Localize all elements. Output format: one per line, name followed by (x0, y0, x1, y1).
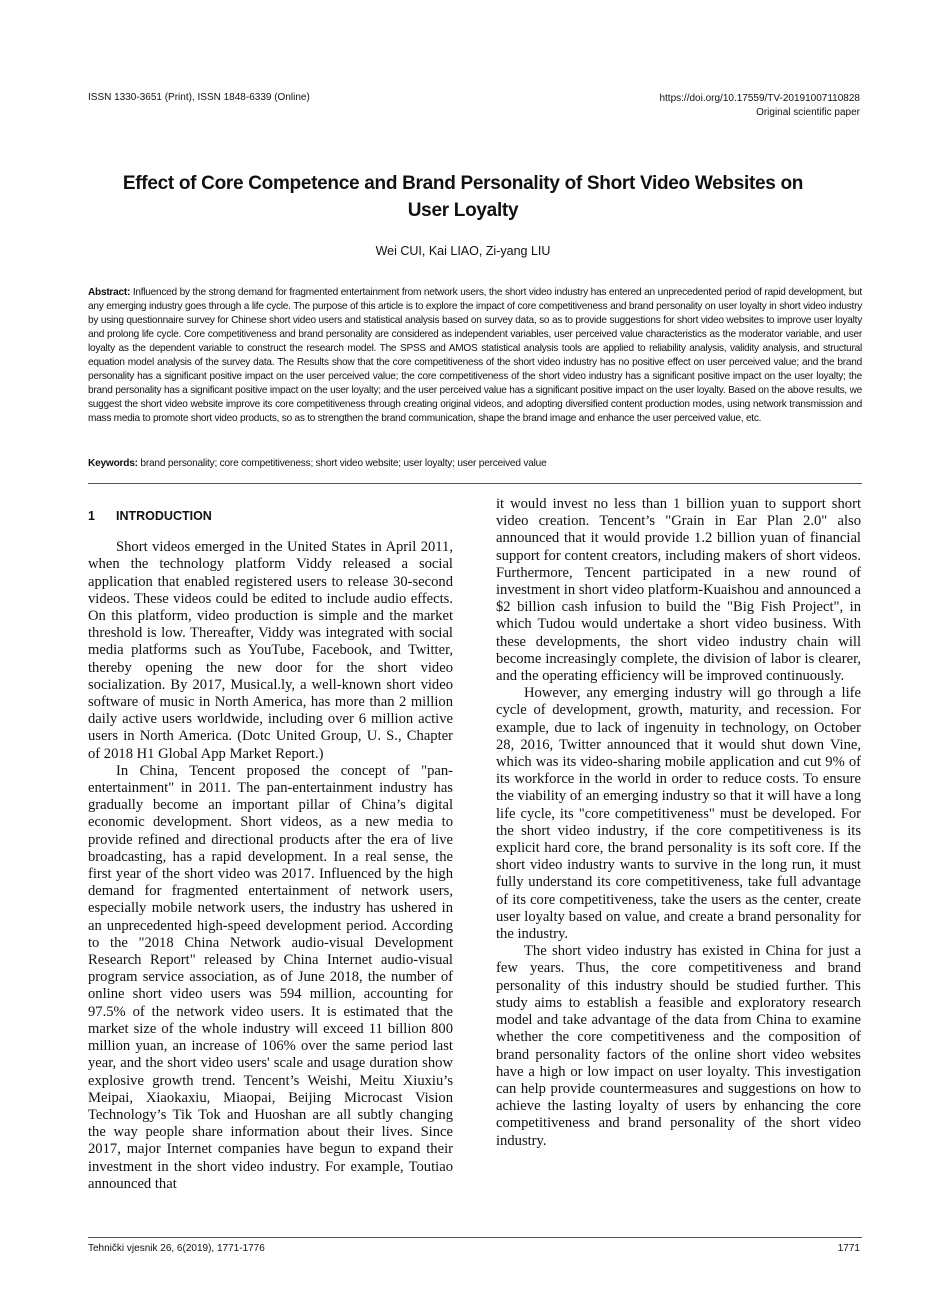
issn: ISSN 1330-3651 (Print), ISSN 1848-6339 (Online) (88, 92, 310, 103)
paragraph: Short videos emerged in the United States in April 2011, when the technology platform Viddy released a social application that enabled registered users to release 30-second videos. These videos could be edited to include audio effects. On this platform, video production is simple and the market threshold is low. Thereafter, Viddy was integrated with social media platforms such as YouTube, Facebook, and Twitter, thereby opening the new door for the short video socialization. By 2017, Musical.ly, a well-known short video software of music in North America, has more than 2 million daily active users worldwide, including over 6 million active users in North America. (Dotc United Group, U. S., Chapter of 2018 H1 Global App Market Report.) (88, 539, 453, 762)
divider (88, 483, 862, 484)
abstract-text: Influenced by the strong demand for fragmented entertainment from network users, the short video industry has entered an unprecedented period of rapid development, but any emerging industry goes through a life cycle. The purpose of this article is to explore the impact of core competitiveness and brand personality on user loyalty in short video industry by using questionnaire survey for Chinese short video users and statistical analysis based on survey data, so as to provide suggestions for short video websites to improve user loyalty and prolong life cycle. Core competitiveness and brand personality are considered as independent variables, user perceived value characteristics as the moderator variable, and user loyalty as the dependent variable to construct the research model. The SPSS and AMOS statistical analysis tools are applied to reliability analysis, validity analysis, and structural equation model analysis of the survey data. The Results show that the core competitiveness of the short video industry has no positive effect on user perceived value; and the brand personality has a significant positive impact on the user perceived value; the core competitiveness of the short video industry has a significant positive impact on the user loyalty; the brand personality has a significant positive impact on the user loyalty; and the user perceived value has a significant positive impact on the user loyalty. Based on the above results, we suggest the short video website improve its core competitiveness through creating original videos, and adopting diversified content production modes, using network transmission and mass media to promote short video products, so as to strengthen the brand communication, shape the brand image and enhance the user perceived value, etc. (88, 287, 862, 424)
abstract-label: Abstract: (88, 287, 131, 298)
footer-divider (88, 1237, 862, 1238)
section-number: 1 (88, 509, 95, 523)
section-heading (88, 508, 453, 525)
keywords (88, 458, 547, 469)
paragraph: The short video industry has existed in China for just a few years. Thus, the core competitiveness and brand personality of this industry should be studied further. This study aims to establish a feasible and exploratory research model and take advantage of the data from China to examine whether the core competitiveness and the composition of brand personality factors of the online short video websites have a high or low impact on user loyalty. This investigation can help provide countermeasures and suggestions on how to achieve the lasting loyalty of users by enhancing the core competitiveness and brand personality of the short video industry. (496, 943, 861, 1149)
keywords-text: brand personality; core competitiveness; short video website; user loyalty; user perceived value (140, 458, 547, 469)
section-title: INTRODUCTION (116, 509, 212, 523)
journal-citation: Tehnički vjesnik 26, 6(2019), 1771-1776 (88, 1243, 265, 1254)
paragraph: In China, Tencent proposed the concept of "pan-entertainment" in 2011. The pan-entertainment industry has gradually become an important pillar of China’s digital economic development. Short videos, as a new media to provide refined and directional products after the era of live broadcasting, has a rapid development. In a real sense, the first year of the short video was 2017. Influenced by the high demand for fragmented entertainment of network users, especially mobile network users, the industry has ushered in an unprecedented high-speed development period. According to the "2018 China Network audio-visual Development Research Report" released by China Internet audio-visual program service association, as of June 2018, the number of online short video users was 594 million, accounting for 97.5% of the network video users. It is estimated that the market size of the whole industry will exceed 11 billion 800 million yuan, an increase of 106% over the same period last year, and the short video users' scale and usage duration show explosive growth trend. Tencent’s Weishi, Meitu Xiuxiu’s Meipai, Xiaokaxiu, Miaopai, Beijing Microcast Vision Technology’s Tik Tok and Huoshan are all subtly changing the way people share information about their lives. Since 2017, major Internet companies have begun to expand their investment in the short video industry. For example, Toutiao announced that (88, 762, 453, 1192)
header-right (659, 92, 860, 120)
paper-type: Original scientific paper (756, 107, 860, 118)
doi-link[interactable]: https://doi.org/10.17559/TV-20191007110828 (659, 93, 860, 104)
paragraph: it would invest no less than 1 billion yuan to support short video creation. Tencent’s "Grain in Ear Plan 2.0" also announced that it would provide 1.2 billion yuan of financial support for content creators, including makers of short videos. Furthermore, Tencent participated in a new round of investment in short video platform-Kuaishou and announced a $2 billion cash infusion to build the "Big Fish Project", in which Tudou would undertake a short video business. With these developments, the short video industry chain will become increasingly complete, the division of labor is clearer, and the operating efficiency will be improved continuously. (496, 496, 861, 685)
page-number: 1771 (837, 1243, 860, 1254)
abstract (88, 286, 862, 426)
column-left (88, 496, 453, 1193)
paper-title: Effect of Core Competence and Brand Personality of Short Video Websites on User Loyalty (122, 173, 804, 221)
authors: Wei CUI, Kai LIAO, Zi-yang LIU (375, 244, 551, 258)
column-right (496, 496, 861, 1150)
keywords-label: Keywords: (88, 458, 138, 469)
paragraph: However, any emerging industry will go through a life cycle of development, growth, maturity, and recession. For example, due to lack of ingenuity in technology, on October 28, 2016, Twitter announced that it would shut down Vine, which was its video-sharing mobile application and cut 9% of its workforce in the world in order to reduce costs. To ensure the viability of an emerging industry so that it will have a long life cycle, its "core competitiveness" must be developed. For the short video industry, if the core competitiveness is its explicit hard core, the brand personality is its soft core. If the short video industry wants to survive in the long run, it must fully understand its core competitiveness, take full advantage of its core competitiveness, take the users as the center, create user loyalty based on value, and create a brand personality for the industry. (496, 685, 861, 943)
